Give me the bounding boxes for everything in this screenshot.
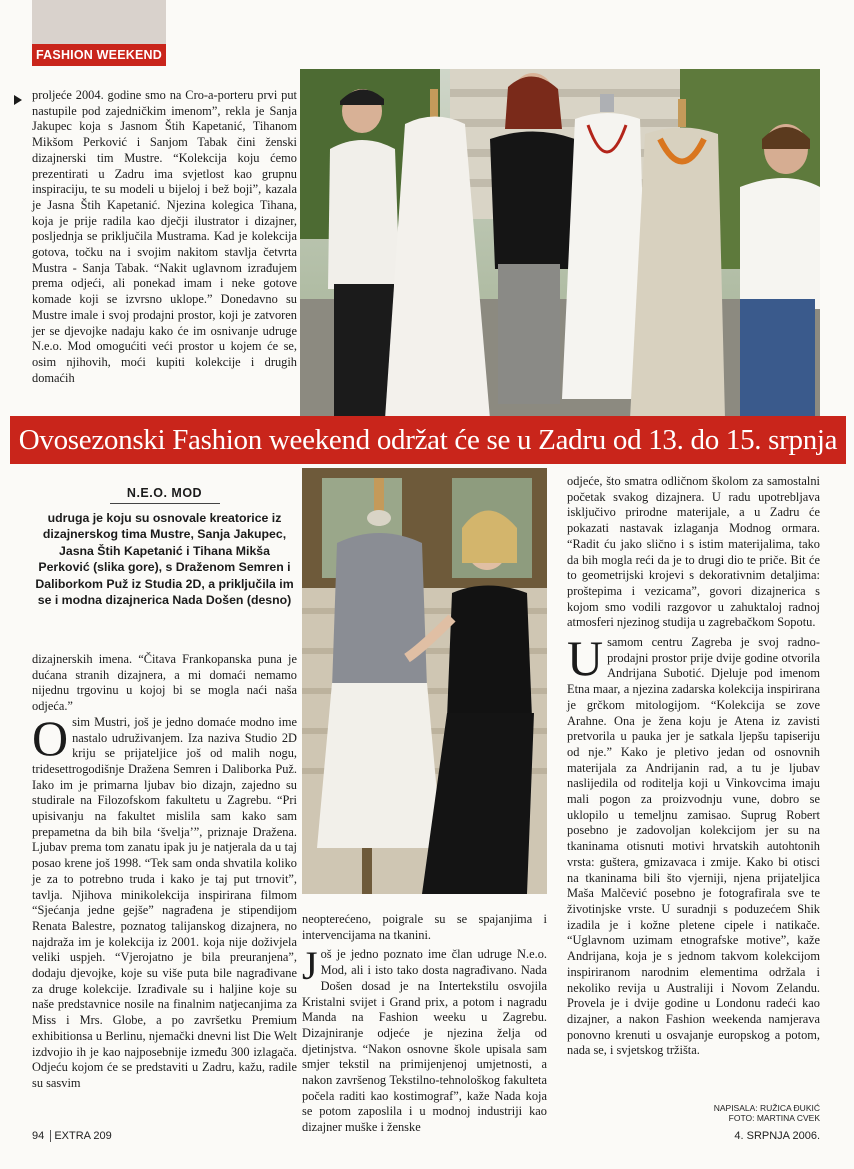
drop-cap-u: U xyxy=(567,630,604,687)
col2-paragraph-1: neopterećeno, poigrale su se spajanjima i intervencijama na tkanini. xyxy=(302,912,547,942)
sidebar-box xyxy=(32,486,297,608)
arrow-right-icon xyxy=(14,95,22,105)
footer-left xyxy=(32,1130,112,1142)
footer-date: 4. SRPNJA 2006. xyxy=(734,1130,820,1142)
drop-cap-o: O xyxy=(32,709,69,766)
credits xyxy=(640,1103,820,1123)
sidebar-title: N.E.O. MOD xyxy=(32,486,297,504)
intro-paragraph: proljeće 2004. godine smo na Cro-a-porteru prvi put nastupile pod zajedničkim imenom”, rekla je Sanja Jakupec koja s Jasnom Štih Kapetanić, Tihanom Mikšom Perković i Sanjom Tabak čini ženski dizajnerski tim Mustre. “Kolekcija koju ćemo prezentirati u Zadru ima svjetlost kao grupnu inspiraciju, te su modeli u bijeloj i bež boji”, kazala je Jasna Štih Kapetanić. Njezina kolegica Tihana, koja je prije radila kao dječji ilustrator i dizajner, posljednja se priključila Mustrama. Kad je kolekcija gotova, točku na i svojim nakitom stavlja četvrta Mustra - Sanja Tabak. “Nakit uglavnom izrađujem prema odjeći, ali ponekad imam i neke gotove komade koji se izvrsno uklope.” Donedavno su Mustre imale i svoj prodajni prostor, koji je zatvoren jer se djevojke nadaju kako će im osnivanje udruge N.e.o. Mod omogućiti veći prostor u kojem će se, osim njihovih, moći kupiti kolekcije i drugih domaćih xyxy=(32,88,297,385)
headline-banner: Ovosezonski Fashion weekend održat će se u Zadru od 13. do 15. srpnja xyxy=(10,416,846,464)
col3-paragraph-2: samom centru Zagreba je svoj radno-prodajni prostor prije dvije godine otvorila Andrijana Subotić. Djeluje pod imenom Etna maar, a njezina zadarska kolekcija inspirirana je grčkom mitologijom. “Kolekcija se zove Arahne. Ona je žena koju je Atena iz zavisti pretvorila u pauka jer je satkala ljepšu tapiseriju od nje.” Kako je pletivo jedan od osnovnih materijala za Andrijanin rad, a tu je ljubav naslijedila od roditelja koji u Vinkovcima imaju mali pogon za proizvodnju vune, dobro se uklopilo u temeljnu zamisao. Suprug Robert posebno je zadovoljan kolekcijom jer su na tkaninama otisnuti motivi hrvatskih autohtonih vrsta: guštera, gmizavaca i zmije. Kako bi otisci na tkaninama bili što vjerniji, njena prijateljica Maša Malčević posebno je fotografirala sve te životinjske vrste. U suradnji s poduzećem Shik izadila je i kožne pletene cipele i natikače. “Uglavnom uzimam etnografske motive”, kaže Andrijana, koja je s jednom takvom kolekcijom inspiriranom narodnim elementima održala i nekoliko revija u Australiji i Novom Zelandu. Provela je i dvije godine u Londonu radeći kao dizajner, a nakon Fashion weekenda namjerava ponovno krenuti u osvajanje europskog a potom, nada se, i svjetskog tržišta. xyxy=(567,635,820,1058)
column-3 xyxy=(567,474,820,1059)
column-2 xyxy=(302,912,547,1136)
column-1 xyxy=(32,652,297,1092)
top-photo xyxy=(300,69,820,419)
sidebar-text: udruga je koju su osnovale kreatorice iz dizajnerskog tima Mustre, Sanja Jakupec, Jasna Štih Kapetanić i Tihana Mikša Perković (slika gore), s Draženom Semren i Daliborkom Puž iz Studia 2D, a priključila im se i modna dizajnerica Nada Došen (desno) xyxy=(35,511,294,608)
drop-cap-j: J xyxy=(302,943,318,989)
col1-paragraph-1: dizajnerskih imena. “Čitava Frankopanska puna je dućana stranih dizajnera, a mi domaći nemamo nijednu trgovinu u kojoj bi se mogla naći naša odjeća.” xyxy=(32,652,297,714)
designer-portrait-photo xyxy=(302,468,547,894)
middle-photo xyxy=(302,468,547,894)
intro-column xyxy=(32,88,297,386)
col3-paragraph-1: odjeće, što smatra odličnom školom za samostalni početak svakog dizajnera. U radu upotrebljava isključivo prirodne materijale, a u Zadru će pokazati nastavak izlaganja Modnog ormara. “Radit ću jako slično i s istim materijalima, tako da bih mogla reći da je to drugi dio te priče. Bit će to geometrijski krojevi s dekorativnim detaljima: proštepima i vezicama”, govori dizajnerica s kojom smo vodili razgovor u zahuktaloj radnoj atmosferi njezinog studija u zagrebačkom Sopotu. xyxy=(567,474,820,630)
section-tag: FASHION WEEKEND xyxy=(32,44,166,66)
page-number: 94 xyxy=(32,1130,45,1142)
designers-group-photo xyxy=(300,69,820,419)
tag-bar-top xyxy=(32,0,166,44)
magazine-issue: EXTRA 209 xyxy=(54,1130,112,1142)
col1-paragraph-2: sim Mustri, još je jedno domaće modno ime nastalo udruživanjem. Iza naziva Studio 2D kriju se prijateljice još od malih nogu, tridesettrogodišnje Dražena Semren i Daliborka Puž. Iako im je primarna ljubav bio dizajn, zajedno su studirale na Filozofskom fakultetu u Zagrebu. “Pri upisivanju na fakultet mislila sam kako sam prepametna da bih bila ‘švelja’”, priznaje Dražena. Ljubav prema tom zanatu ipak ju je natjerala da u taj posao krene još 1998. “Tek sam onda shvatila koliko je za to potrebno truda i kako je taj put trnovit”, tavlja. Njihova minikolekcija inspirirana filmom “Sjećanja jedne gejše” nagrađena je stipendijom Renata Balestre, poznatog talijanskog dizajnera, no najdraža im je kolekcija iz 2001. koja nije doživjela veliki uspjeh. “Vjerojatno je bila preuranjena”, dodaju djevojke, koje su više puta bile nagrađivane za druge kolekcije. Izrađivale su i haljine koje su naše predstavnice nosile na finalnim natjecanjima za Miss i Mrs. Globe, a po završetku Premium exhibitionsa u Berlinu, njemački dnevni list Die Welt izdvojio ih je kao najposebnije između 300 izlagača. Odjeću kojom će se predstaviti u Zadru, kažu, radile su sasvim xyxy=(32,714,297,1090)
photo-credit: FOTO: MARTINA CVEK xyxy=(728,1113,820,1123)
col2-paragraph-2: oš je jedno poznato ime član udruge N.e.o. Mod, ali i isto tako dosta nagrađivano. Nada Došen dosad je na Intertekstilu osvojila Kristalni svijet i Grand prix, a potom i nagradu Manda na Fashion weeku u Zagrebu. Dizajniranje odjeće je njezina želja od djetinjstva. “Nakon osnovne škole upisala sam smjer tekstil na primijenjenoj umjetnosti, a nakon završenog Tekstilno-tehnološkog fakulteta počela raditi kao kostimograf”, kaže Nada koja se potom zaposlila i u modnoj industriji kao dizajner muške i ženske xyxy=(302,947,547,1135)
author-credit: NAPISALA: RUŽICA ĐUKIĆ xyxy=(713,1103,820,1113)
